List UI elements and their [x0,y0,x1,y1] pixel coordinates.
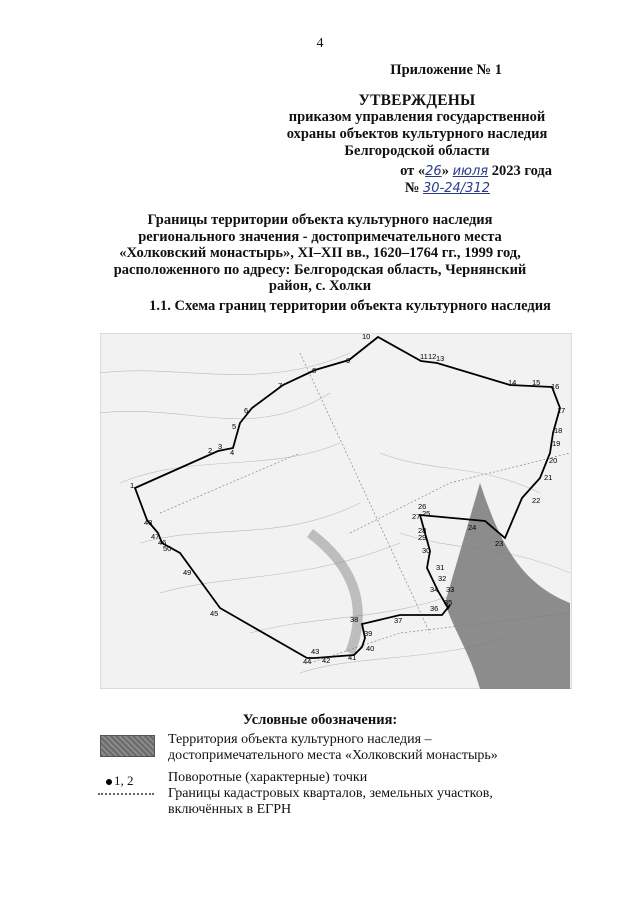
turning-point-label: 21 [544,473,553,482]
turning-point-label: 5 [232,422,237,431]
turning-point-label: 33 [446,585,455,594]
turning-point-label: 38 [350,615,359,624]
turning-point-label: 18 [554,426,563,435]
document-title: Границы территории объекта культурного наследия регионального значения - достопримечательного места «Холковский монастырь», XI–XII вв., 1620–1764 гг., 1999 год, расположенного по адресу: Белгородская область, Чернянский район, с. Холки [113,212,527,294]
turning-point-label: 10 [362,333,371,341]
section-subtitle: 1.1. Схема границ территории объекта культурного наследия [149,298,551,314]
turning-point-label: 19 [552,439,561,448]
turning-point-label: 24 [468,523,477,532]
turning-point-label: 2 [208,446,213,455]
legend-item-turning-points: Поворотные (характерные) точки [168,770,368,785]
turning-point-label: 12 [428,352,437,361]
date-suffix: 2023 года [491,163,552,179]
approval-date [400,163,552,180]
legend-item-cadastral: Границы кадастровых кварталов, земельных участков, включённых в ЕГРН [168,786,493,817]
turning-point-label: 1 [130,481,135,490]
turning-point-legend-symbol [106,773,134,789]
handwritten-month: июля [452,164,489,179]
turning-point-label: 45 [210,609,219,618]
turning-point-label: 30 [422,546,431,555]
territory-legend-swatch [100,735,155,757]
approval-line: охраны объектов культурного наследия [286,126,548,142]
turning-point-label: 50 [163,544,172,553]
turning-point-label: 37 [394,616,403,625]
approval-number [405,180,490,197]
turning-point-label: 48 [144,518,153,527]
date-prefix: от « [400,163,426,179]
turning-point-label: 46 [158,538,167,547]
turning-point-label: 14 [508,378,517,387]
legend-title: Условные обозначения: [242,712,398,728]
date-mid: » [441,163,449,179]
turning-point-label: 29 [418,533,427,542]
legend-item-territory: Территория объекта культурного наследия – достопримечательного места «Холковский монастырь» [168,732,498,763]
turning-point-label: 4 [230,448,235,457]
turning-point-label: 8 [312,366,317,375]
turning-point-label: 31 [436,563,445,572]
turning-point-label: 20 [549,456,558,465]
turning-point-label: 36 [430,604,439,613]
turning-point-label: 35 [444,598,453,607]
turning-point-label: 49 [183,568,192,577]
turning-point-label: 11 [420,352,428,361]
handwritten-day: 26 [425,164,442,179]
turning-point-label: 7 [278,381,283,390]
approval-block [282,92,552,160]
turning-point-label: 39 [364,629,373,638]
turning-point-label: 41 [348,653,357,662]
turning-point-label: 43 [311,647,320,656]
cadastral-legend-symbol [98,793,154,795]
turning-point-label: 17 [557,406,566,415]
point-dot-icon [106,779,112,785]
turning-point-label: 25 [422,509,431,518]
turning-point-label: 26 [418,502,427,511]
turning-point-label: 13 [436,354,445,363]
turning-point-label: 9 [346,356,351,365]
turning-point-label: 47 [151,532,160,541]
number-prefix: № [404,180,420,196]
turning-point-label: 28 [418,526,427,535]
turning-point-label: 34 [430,585,439,594]
turning-point-label: 32 [438,574,447,583]
turning-point-label: 23 [495,539,504,548]
appendix-label: Приложение № 1 [390,62,502,78]
turning-point-label: 40 [366,644,375,653]
approval-line: Белгородской области [344,143,490,159]
turning-point-label: 42 [322,656,331,665]
point-sample-label: 1, 2 [114,773,134,788]
approval-line: приказом управления государственной [288,109,546,125]
boundary-map [100,333,572,689]
page-number: 4 [316,36,324,51]
turning-point-label: 27 [412,512,421,521]
turning-point-label: 15 [532,378,541,387]
handwritten-number: 30-24/312 [423,181,490,196]
turning-point-label: 22 [532,496,541,505]
approval-title: УТВЕРЖДЕНЫ [358,92,476,109]
turning-point-label: 3 [218,442,223,451]
turning-point-label: 16 [551,382,560,391]
turning-point-label: 6 [244,406,249,415]
turning-point-label: 44 [303,657,312,666]
